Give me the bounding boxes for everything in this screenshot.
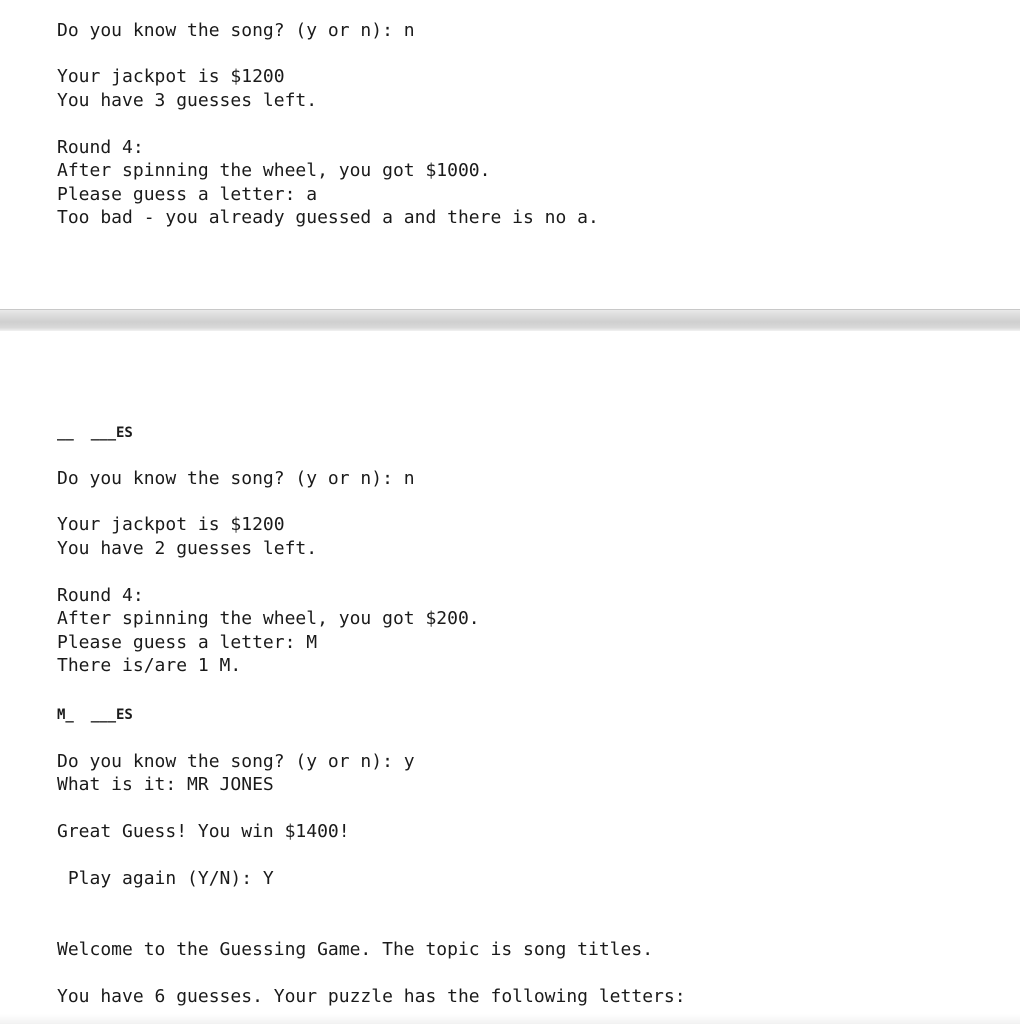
console-line: After spinning the wheel, you got $1000. — [57, 160, 491, 181]
panel-divider — [0, 309, 1020, 331]
console-line: Round 4: — [57, 137, 144, 158]
puzzle-display: __ ___ES — [57, 425, 133, 441]
console-line: Your jackpot is $1200 — [57, 514, 285, 535]
console-line: Do you know the song? (y or n): n — [57, 20, 415, 41]
console-line: Do you know the song? (y or n): n — [57, 468, 415, 489]
console-line: Too bad - you already guessed a and there is no a. — [57, 207, 599, 228]
console-line: Round 4: — [57, 585, 144, 606]
console-line: Do you know the song? (y or n): y — [57, 751, 415, 772]
console-line: Welcome to the Guessing Game. The topic is song titles. — [57, 939, 654, 960]
console-line: You have 2 guesses left. — [57, 538, 318, 559]
console-line: You have 3 guesses left. — [57, 90, 318, 111]
console-line: There is/are 1 M. — [57, 655, 242, 676]
console-line: What is it: MR JONES — [57, 774, 274, 795]
console-line: Please guess a letter: M — [57, 632, 318, 653]
console-line: After spinning the wheel, you got $200. — [57, 608, 480, 629]
console-line: Please guess a letter: a — [57, 184, 318, 205]
console-line: Your jackpot is $1200 — [57, 66, 285, 87]
console-line: Great Guess! You win $1400! — [57, 821, 350, 842]
panel-divider-edge — [0, 309, 1020, 310]
console-line: Play again (Y/N): Y — [57, 868, 274, 889]
bottom-edge-fade — [0, 1014, 1020, 1024]
console-line: You have 6 guesses. Your puzzle has the following letters: — [57, 986, 686, 1007]
puzzle-display: M_ ___ES — [57, 707, 133, 723]
